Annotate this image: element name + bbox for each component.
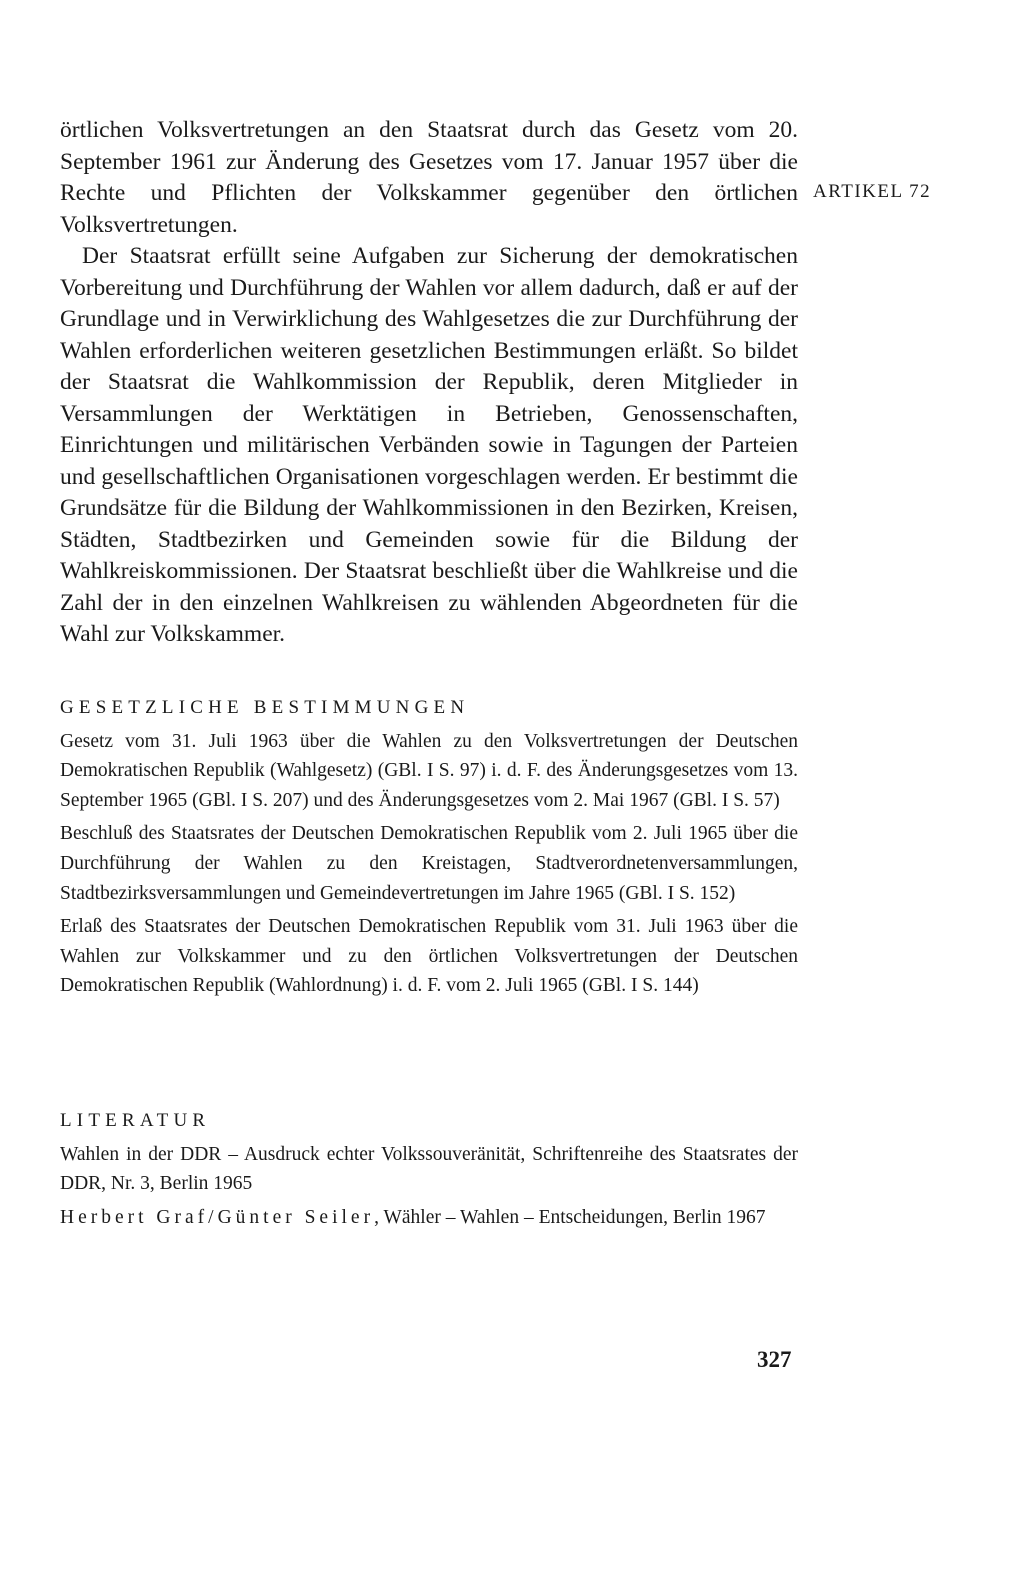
literature-reference: Wahlen in der DDR – Ausdruck echter Volkssouveränität, Schriftenreihe des Staatsrates der DDR, Nr. 3, Berlin 1965 xyxy=(60,1143,798,1195)
law-reference: Erlaß des Staatsrates der Deutschen Demokratischen Republik vom 31. Juli 1963 über die Wahlen zur Volkskammer und zu den örtlichen Volksvertretungen der Deutschen Demokratischen Republik (Wahlordnung) i. d. F. vom 2. Juli 1965 (GBl. I S. 144) xyxy=(60,916,798,997)
body-text xyxy=(60,115,798,651)
law-reference: Beschluß des Staatsrates der Deutschen Demokratischen Republik vom 2. Juli 1965 über die Durchführung der Wahlen zu den Kreistagen, Stadtverordnetenversammlungen, Stadtbezirksversammlungen und Gemeindevertretungen im Jahre 1965 (GBl. I S. 152) xyxy=(60,823,798,904)
section-gesetzliche-bestimmungen xyxy=(60,693,798,1005)
paragraph-1: örtlichen Volksvertretungen an den Staatsrat durch das Gesetz vom 20. September 1961 zur Änderung des Gesetzes vom 17. Januar 1957 über die Rechte und Pflichten der Volkskammer gegenüber den örtlichen Volksvertretungen. xyxy=(60,117,798,238)
law-reference: Gesetz vom 31. Juli 1963 über die Wahlen zu den Volksvertretungen der Deutschen Demokratischen Republik (Wahlgesetz) (GBl. I S. 97) i. d. F. des Änderungsgesetzes vom 13. September 1965 (GBl. I S. 207) und des Änderungsgesetzes vom 2. Mai 1967 (GBl. I S. 57) xyxy=(60,730,798,811)
section-literatur xyxy=(60,1106,798,1236)
literature-reference xyxy=(60,1203,798,1233)
section-heading: LITERATUR xyxy=(60,1110,211,1131)
section-heading: GESETZLICHE BESTIMMUNGEN xyxy=(60,697,470,718)
literature-title: , Wähler – Wahlen – Entscheidungen, Berlin 1967 xyxy=(374,1206,766,1228)
literature-authors: Herbert Graf/Günter Seiler xyxy=(60,1206,375,1228)
margin-note-article: ARTIKEL 72 xyxy=(813,181,932,202)
paragraph-2: Der Staatsrat erfüllt seine Aufgaben zur Sicherung der demokratischen Vorbereitung und Durchführung der Wahlen vor allem dadurch, daß er auf der Grundlage und in Verwirklichung des Wahlgesetzes die zur Durchführung der Wahlen erforderlichen weiteren gesetzlichen Bestimmungen erläßt. So bildet der Staatsrat die Wahlkommission der Republik, deren Mitglieder in Versammlungen der Werktätigen in Betrieben, Genossenschaften, Einrichtungen und militärischen Verbänden sowie in Tagungen der Parteien und gesellschaftlichen Organisationen vorgeschlagen werden. Er bestimmt die Grundsätze für die Bildung der Wahlkommissionen in den Bezirken, Kreisen, Städten, Stadtbezirken und Gemeinden sowie für die Bildung der Wahlkreiskommissionen. Der Staatsrat beschließt über die Wahlkreise und die Zahl der in den einzelnen Wahlkreisen zu wählenden Abgeordneten für die Wahl zur Volkskammer. xyxy=(60,243,798,647)
page-number: 327 xyxy=(757,1347,792,1372)
